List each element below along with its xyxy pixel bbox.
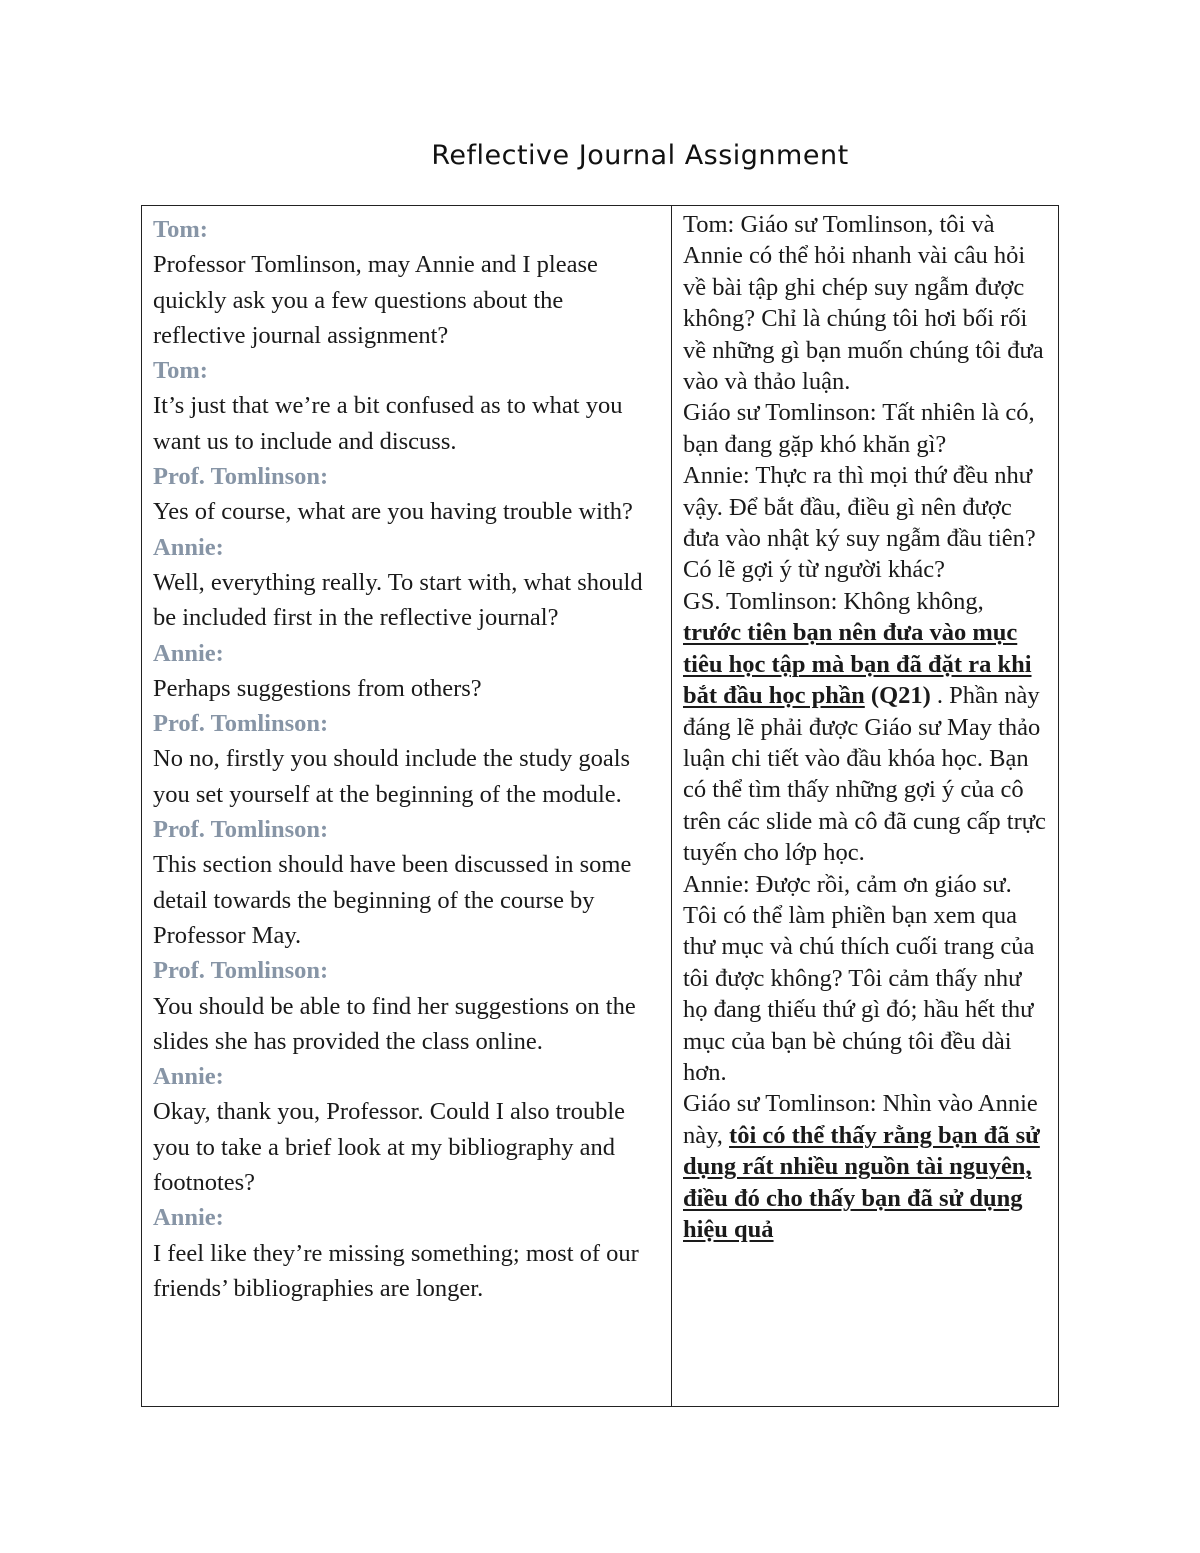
speaker-label: Prof. Tomlinson: xyxy=(153,710,329,738)
question-marker: (Q21) xyxy=(870,682,931,710)
document-title: Reflective Journal Assignment xyxy=(431,140,849,171)
english-column xyxy=(142,206,672,1406)
translation-paragraph: Tom: Giáo sư Tomlinson, tôi và Annie có thể hỏi nhanh vài câu hỏi về bài tập ghi chép suy ngẫm được không? Chỉ là chúng tôi hơi bối rối về những gì bạn muốn chúng tôi đưa vào và thảo luận. xyxy=(683,211,1044,396)
translation-paragraph: Giáo sư Tomlinson: Tất nhiên là có, bạn đang gặp khó khăn gì? xyxy=(683,399,1035,458)
dialogue-line: Professor Tomlinson, may Annie and I please quickly ask you a few questions about the reflective journal assignment? xyxy=(153,251,598,349)
vietnamese-column xyxy=(672,206,1058,1406)
dialogue-line: I feel like they’re missing something; most of our friends’ bibliographies are longer. xyxy=(153,1239,639,1302)
dialogue-line: Perhaps suggestions from others? xyxy=(153,674,482,702)
dialogue-table xyxy=(141,205,1059,1407)
speaker-label: Prof. Tomlinson: xyxy=(153,957,329,985)
speaker-label: Prof. Tomlinson: xyxy=(153,816,329,844)
dialogue-line: This section should have been discussed in some detail towards the beginning of the course by Professor May. xyxy=(153,851,632,949)
translation-text: Giáo sư Tomlinson: Nhìn vào Annie này, xyxy=(683,1090,1038,1149)
translation-text: GS. Tomlinson: Không không, xyxy=(683,587,984,615)
dialogue-line: Yes of course, what are you having trouble with? xyxy=(153,498,633,526)
highlighted-answer: tôi có thể thấy rằng bạn đã sử dụng rất nhiều nguồn tài nguyên, điều đó cho thấy bạn đã sử dụng hiệu quả xyxy=(683,1121,1040,1243)
translation-text: . Phần này đáng lẽ phải được Giáo sư May thảo luận chi tiết vào đầu khóa học. Bạn có thể tìm thấy những gợi ý của cô trên các slide mà cô đã cung cấp trực tuyến cho lớp học. xyxy=(683,682,1046,867)
dialogue-line: It’s just that we’re a bit confused as to what you want us to include and discuss. xyxy=(153,392,623,455)
speaker-label: Tom: xyxy=(153,216,208,243)
speaker-label: Annie: xyxy=(153,533,224,561)
highlighted-answer: trước tiên bạn nên đưa vào mục tiêu học tập mà bạn đã đặt ra khi bắt đầu học phần xyxy=(683,619,1032,710)
dialogue-line: Okay, thank you, Professor. Could I also trouble you to take a brief look at my bibliography and footnotes? xyxy=(153,1098,626,1197)
speaker-label: Annie: xyxy=(153,1204,224,1232)
translation-paragraph: Annie: Thực ra thì mọi thứ đều như vậy. Để bắt đầu, điều gì nên được đưa vào nhật ký suy ngẫm đầu tiên? Có lẽ gợi ý từ người khác? xyxy=(683,462,1036,584)
translation-paragraph-answer-q21 xyxy=(683,586,1048,869)
speaker-label: Prof. Tomlinson: xyxy=(153,463,329,491)
speaker-label: Annie: xyxy=(153,639,224,667)
translation-paragraph: Annie: Được rồi, cảm ơn giáo sư. Tôi có thể làm phiền bạn xem qua thư mục và chú thích cuối trang của tôi được không? Tôi cảm thấy như họ đang thiếu thứ gì đó; hầu hết thư mục của bạn bè chúng tôi đều dài hơn. xyxy=(683,870,1035,1086)
dialogue-line: You should be able to find her suggestions on the slides she has provided the class online. xyxy=(153,992,636,1055)
speaker-label: Annie: xyxy=(153,1063,224,1091)
translation-paragraph-answer xyxy=(683,1088,1048,1245)
speaker-label: Tom: xyxy=(153,357,208,385)
dialogue-line: No no, firstly you should include the study goals you set yourself at the beginning of the module. xyxy=(153,745,631,808)
dialogue-line: Well, everything really. To start with, what should be included first in the reflective journal? xyxy=(153,568,643,632)
